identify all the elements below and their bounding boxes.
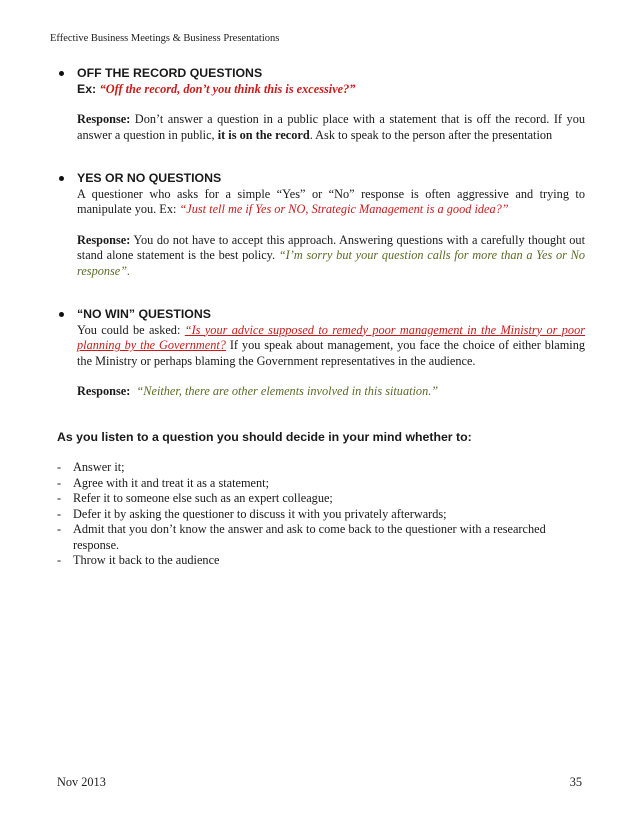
response-quote: “Neither, there are other elements involved in this situation.” [136,384,439,398]
footer-date: Nov 2013 [57,775,106,789]
section-heading: “NO WIN” QUESTIONS [77,307,211,321]
response-paragraph [77,384,585,400]
bullet-icon [59,312,64,317]
response-label: Response: [77,232,131,247]
bullet-icon [59,176,64,181]
example-quote: “Is your advice supposed to remedy poor management in the Ministry or poor planning by the Government? [77,322,586,352]
list-item: - Admit that you don’t know the answer and ask to come back to the questioner with a researched response. [57,522,546,552]
example-quote: “Off the record, don’t you think this is excessive?” [99,81,356,96]
section-yes-no [57,171,585,279]
response-label: Response: [77,384,131,398]
body-paragraph [77,187,585,218]
example-quote: “Just tell me if Yes or NO, Strategic Management is a good idea?” [179,202,509,216]
response-text: Don’t answer a question in a public place with a statement that is off the record. If you answer a question in public, [77,112,585,142]
options-list [57,460,585,569]
response-quote: “I’m sorry but your question calls for more than a Yes or No response”. [77,248,585,278]
response-text-end: . Ask to speak to the person after the presentation [309,127,553,142]
section-no-win [57,307,585,400]
section-off-record [57,66,585,143]
ex-label: Ex: [77,81,100,96]
bullet-icon [59,71,64,76]
page-content [57,66,585,569]
listen-heading: As you listen to a question you should decide in your mind whether to: [57,429,472,444]
list-item: - Agree with it and treat it as a statement; [57,475,269,490]
page-number: 35 [569,775,582,789]
document-header: Effective Business Meetings & Business Presentations [50,33,280,44]
example-line [77,82,585,98]
body-text-end: If you speak about management, you face the choice of either blaming the Ministry or perhaps blaming the Government representatives in the audience. [77,338,585,368]
list-item: - Answer it; [57,460,125,474]
section-heading: OFF THE RECORD QUESTIONS [77,66,263,80]
response-paragraph [77,112,585,143]
response-bold: it is on the record [217,127,310,142]
response-text: You do not have to accept this approach. Answering questions with a carefully thought out stand alone statement is the best policy. [77,232,585,262]
list-item: - Refer it to someone else such as an expert colleague; [57,491,333,505]
body-paragraph [77,323,585,370]
response-paragraph [77,233,585,280]
response-label: Response: [77,112,131,126]
body-text: You could be asked: [77,322,185,337]
list-item: - Throw it back to the audience [57,553,220,567]
body-text: A questioner who asks for a simple “Yes” or “No” response is often aggressive and trying to manipulate you. Ex: [77,186,585,216]
list-item: - Defer it by asking the questioner to discuss it with you privately afterwards; [57,506,447,521]
section-heading: YES OR NO QUESTIONS [77,171,222,185]
